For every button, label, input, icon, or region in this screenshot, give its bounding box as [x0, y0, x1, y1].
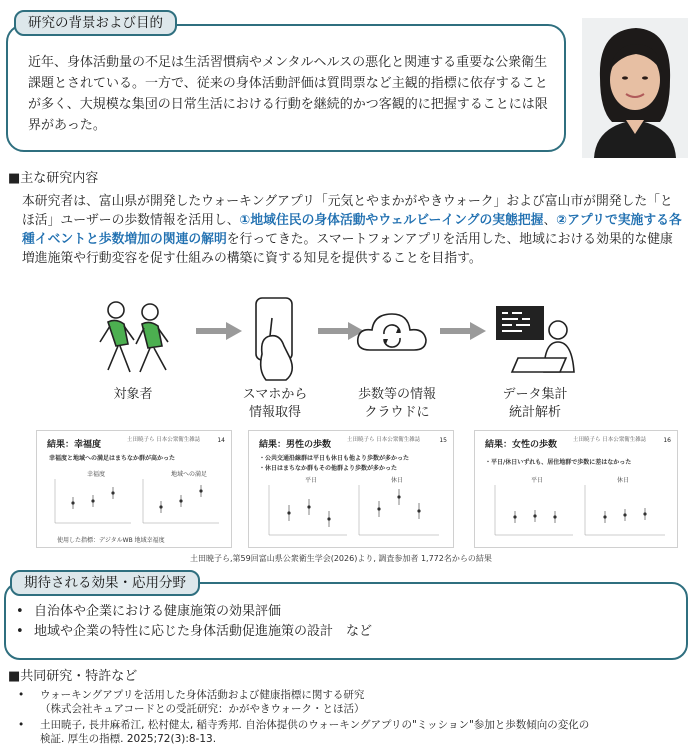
chart-label-left: 平日: [531, 477, 544, 484]
slide-bullet: 幸福度と地域への満足はまちなか群が高かった: [49, 455, 176, 462]
flow-label-analysis-l2: 統計解析: [508, 405, 561, 420]
slide-title: 結果：幸福度: [47, 440, 102, 450]
chart-label-right: 休日: [617, 477, 630, 484]
slide-number: 16: [663, 437, 671, 444]
reference-item: [18, 718, 688, 746]
main-text-after: を行ってきた。スマートフォンアプリを活用した、地域における効果的な健康増進施策や行動変容を促す仕組みの構築に資する知見を提供することを目指す。: [22, 232, 673, 266]
chart-label-left: 平日: [305, 477, 318, 484]
reference-line: 検証. 厚生の指標. 2025;72(3):8-13.: [40, 733, 217, 745]
flow-label-smartphone-l1: スマホから: [242, 387, 308, 402]
arrow-right-icon: [196, 322, 242, 340]
slide-bullet-1: ・平日/休日いずれも、居住地群で歩数に差はなかった: [485, 459, 632, 466]
highlight-1: ①地域住民の身体活動やウェルビーイングの実態把握: [239, 213, 544, 228]
main-text-sep: 、: [543, 213, 557, 228]
chart-label-left: 幸福度: [87, 471, 106, 478]
slide-bullet-2: ・休日はまちなか群もその他群より歩数が多かった: [259, 465, 398, 472]
flow-label-cloud: [342, 386, 452, 422]
bullet-icon: •: [18, 689, 25, 701]
effects-heading: 期待される効果・応用分野: [10, 570, 200, 596]
bullet-icon: •: [18, 719, 25, 731]
flow-label-cloud-l2: クラウドに: [364, 405, 430, 420]
slide-source: 土田暁子ら 日本公衆衛生雑誌: [127, 437, 201, 443]
reference-list: [18, 688, 688, 746]
main-heading: ■主な研究内容: [8, 171, 99, 186]
background-text: 近年、身体活動量の不足は生活習慣病やメンタルヘルスの悪化と関連する重要な公衆衛生課題とされている。一方で、従来の身体活動評価は質問票など主観的指標に依存することが多く、大規模な集団の日常生活における行動を継続的かつ客観的に把握することには限界があった。: [28, 55, 548, 133]
arrow-right-icon: [440, 322, 486, 340]
slide-footer: 使用した指標：デジタルWB 地域幸福度: [57, 537, 165, 544]
main-text: [22, 192, 682, 268]
figure-caption: 土田暁子ら,第59回富山県公衆衛生学会(2026)より, 調査参加者 1,772名からの結果: [190, 554, 492, 563]
slide-chart: [485, 483, 671, 539]
main-text-before: 本研究者は、富山県が開発したウォーキングアプリ「元気とやまかがやきウォーク」および富山市が開発した「とほ活」ユーザーの歩数情報を活用し、: [22, 194, 673, 228]
flow-label-smartphone: [220, 386, 330, 422]
reference-line: ウォーキングアプリを活用した身体活動および健康指標に関する研究: [40, 689, 365, 701]
flow-label-smartphone-l2: 情報取得: [248, 405, 301, 420]
data-analysis-icon: [488, 300, 588, 378]
walkers-icon: [78, 298, 188, 380]
reference-line: （株式会社キュアコードとの受託研究：かがやきウォーク・とほ活）: [40, 703, 365, 715]
effects-item: [16, 602, 282, 622]
result-slide-male-steps: [248, 430, 454, 548]
result-slide-happiness: [36, 430, 232, 548]
slide-number: 15: [439, 437, 447, 444]
chart-label-right: 地域への満足: [171, 471, 208, 478]
slide-chart: [259, 483, 447, 539]
effects-item-text: 自治体や企業における健康施策の効果評価: [34, 604, 282, 619]
slide-title: 結果：男性の歩数: [259, 440, 332, 450]
flow-label-cloud-l1: 歩数等の情報: [357, 387, 436, 402]
slide-title: 結果：女性の歩数: [485, 440, 558, 450]
slide-source: 土田暁子ら 日本公衆衛生雑誌: [347, 437, 421, 443]
flow-label-analysis-l1: データ集計: [502, 387, 568, 402]
researcher-photo: [582, 18, 688, 158]
chart-label-right: 休日: [391, 477, 404, 484]
reference-line: 土田暁子, 長井麻希江, 松村健太, 稲寺秀邦. 自治体提供のウォーキングアプリの"ミッション"参加と歩数傾向の変化の: [40, 719, 590, 731]
slide-source: 土田暁子ら 日本公衆衛生雑誌: [573, 437, 647, 443]
effects-item: [16, 622, 373, 642]
slide-chart: [47, 477, 225, 527]
background-heading: 研究の背景および目的: [14, 10, 177, 36]
bullet-icon: •: [16, 624, 24, 639]
flow-label-analysis: [480, 386, 590, 422]
smartphone-icon: [240, 294, 310, 382]
reference-item: [18, 688, 688, 716]
cloud-sync-icon: [352, 304, 432, 364]
slide-bullet-1: ・公共交通沿線群は平日も休日も他より歩数が多かった: [259, 455, 410, 462]
collab-heading: ■共同研究・特許など: [8, 669, 138, 684]
result-slide-female-steps: [474, 430, 678, 548]
highlight-2: ②アプリで実施する各種イベントと歩数増加の関連の解明: [22, 213, 682, 247]
flow-label-subjects: 対象者: [113, 387, 153, 402]
effects-item-text: 地域や企業の特性に応じた身体活動促進施策の設計 など: [34, 624, 373, 639]
slide-number: 14: [217, 437, 225, 444]
bullet-icon: •: [16, 604, 24, 619]
